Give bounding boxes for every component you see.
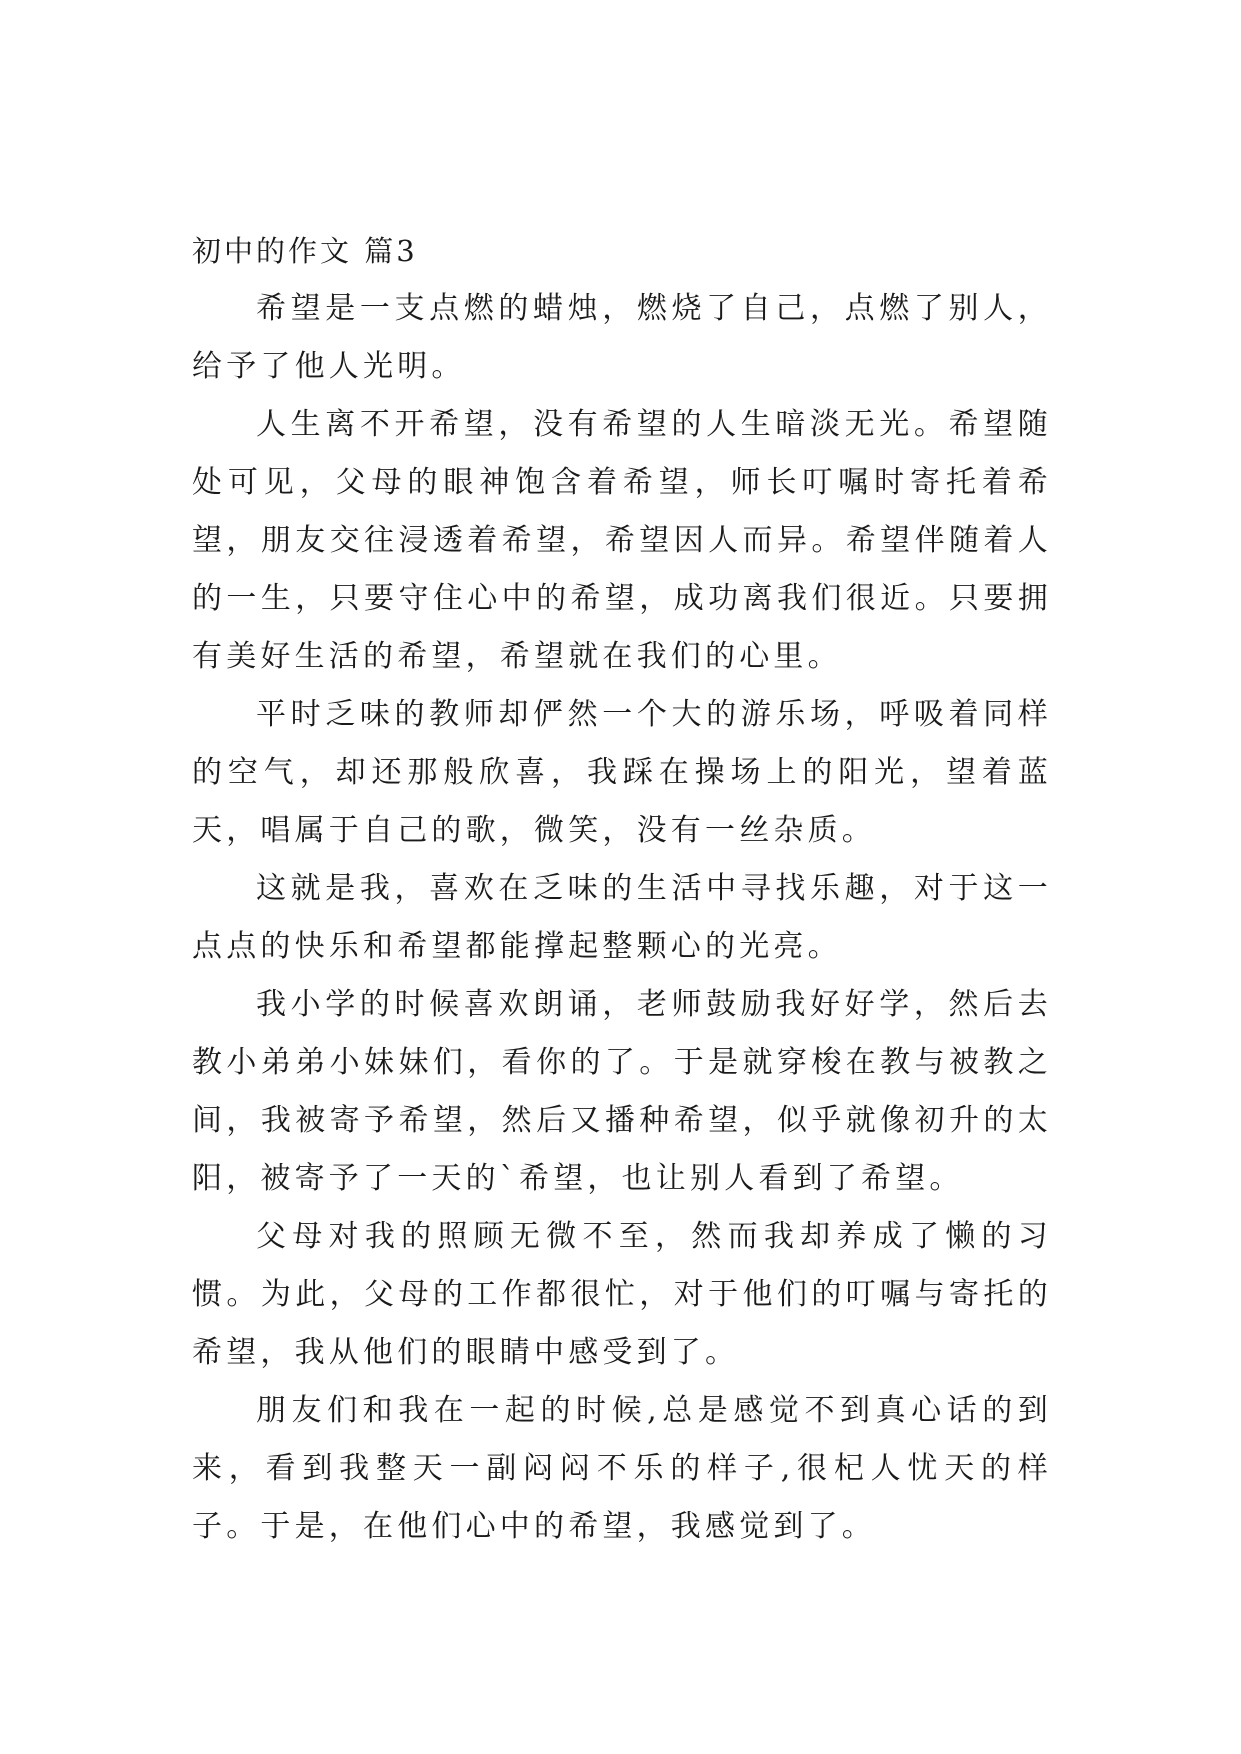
document-body xyxy=(192,222,1052,1556)
paragraph-2: 人生离不开希望，没有希望的人生暗淡无光。希望随处可见，父母的眼神饱含着希望，师长叮嘱时寄托着希望，朋友交往浸透着希望，希望因人而异。希望伴随着人的一生，只要守住心中的希望，成功离我们很近。只要拥有美好生活的希望，希望就在我们的心里。 xyxy=(192,407,1052,674)
paragraph-6: 父母对我的照顾无微不至，然而我却养成了懒的习惯。为此，父母的工作都很忙，对于他们的叮嘱与寄托的希望，我从他们的眼睛中感受到了。 xyxy=(192,1219,1052,1370)
paragraph-3: 平时乏味的教师却俨然一个大的游乐场，呼吸着同样的空气，却还那般欣喜，我踩在操场上的阳光，望着蓝天，唱属于自己的歌，微笑，没有一丝杂质。 xyxy=(192,697,1052,848)
paragraph-7: 朋友们和我在一起的时候,总是感觉不到真心话的到来，看到我整天一副闷闷不乐的样子,很杞人忧天的样子。于是，在他们心中的希望，我感觉到了。 xyxy=(192,1393,1052,1544)
paragraph-4: 这就是我，喜欢在乏味的生活中寻找乐趣，对于这一点点的快乐和希望都能撑起整颗心的光亮。 xyxy=(192,871,1052,964)
essay-title: 初中的作文 篇3 xyxy=(192,234,418,268)
paragraph-5: 我小学的时候喜欢朗诵，老师鼓励我好好学，然后去教小弟弟小妹妹们，看你的了。于是就穿梭在教与被教之间，我被寄予希望，然后又播种希望，似乎就像初升的太阳，被寄予了一天的`希望，也让别人看到了希望。 xyxy=(192,987,1052,1196)
paragraph-1: 希望是一支点燃的蜡烛，燃烧了自己，点燃了别人，给予了他人光明。 xyxy=(192,291,1052,384)
